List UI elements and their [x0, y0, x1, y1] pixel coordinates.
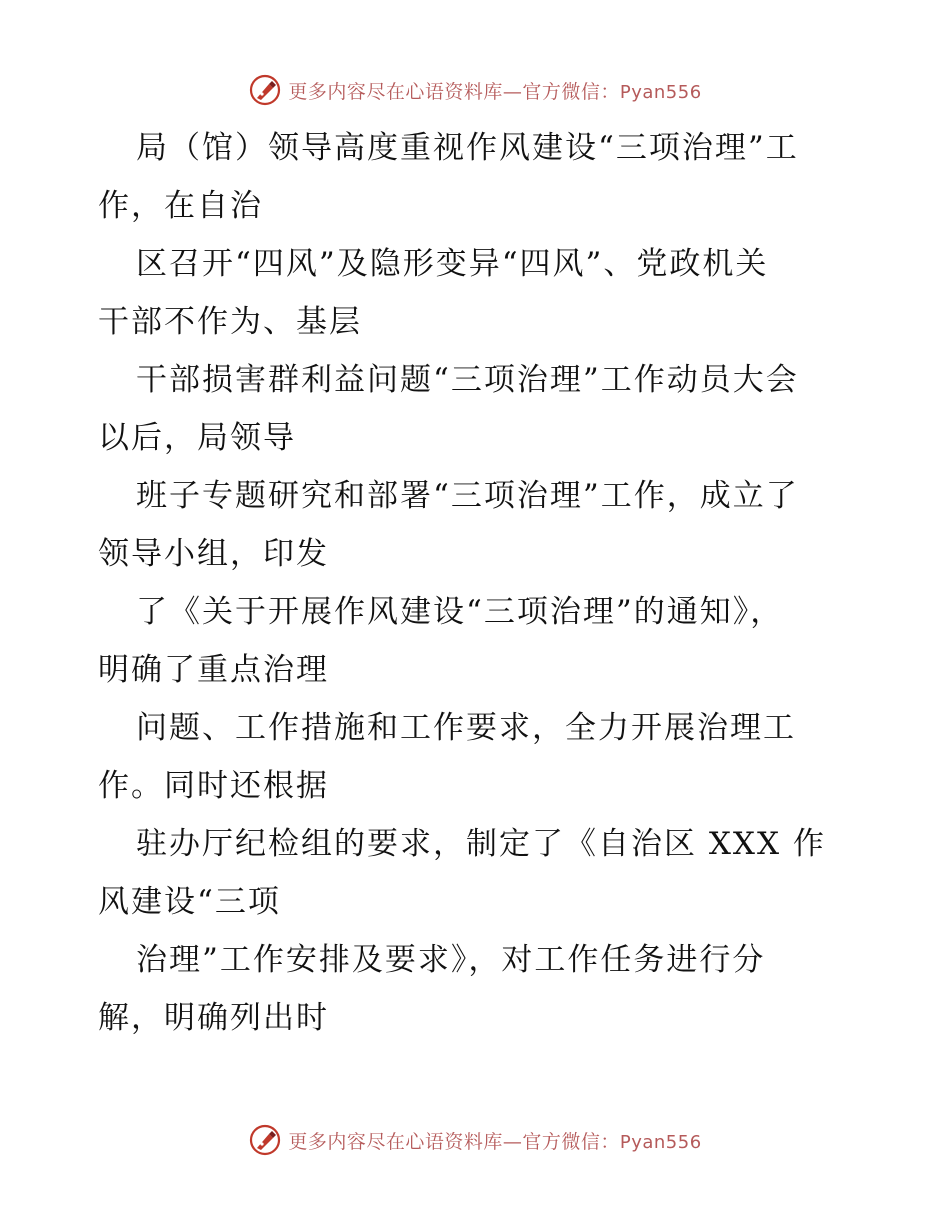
paragraph-line: 驻办厅纪检组的要求，制定了《自治区 XXX 作 — [136, 826, 826, 862]
watermark-text-cn: 更多内容尽在心语资料库—官方微信： — [288, 1130, 620, 1153]
watermark-text — [288, 77, 701, 104]
footer-watermark — [0, 1120, 950, 1160]
header-watermark — [0, 70, 950, 110]
paragraph-line: 问题、工作措施和工作要求，全力开展治理工 — [136, 710, 796, 746]
paragraph-line: 作。同时还根据 — [98, 768, 329, 804]
paragraph-line: 明确了重点治理 — [98, 652, 329, 688]
watermark-wechat-id: Pyan556 — [619, 1131, 702, 1153]
paragraph-line: 了《关于开展作风建设“三项治理”的通知》， — [136, 594, 784, 630]
watermark-wechat-id: Pyan556 — [619, 81, 702, 103]
body-text — [98, 119, 858, 1047]
watermark-text-cn: 更多内容尽在心语资料库—官方微信： — [288, 80, 620, 103]
pen-nib-logo-icon — [248, 73, 282, 107]
paragraph-line: 领导小组，印发 — [98, 536, 329, 572]
watermark-text — [288, 1127, 701, 1154]
paragraph-line: 解，明确列出时 — [98, 1000, 329, 1036]
paragraph-line: 区召开“四风”及隐形变异“四风”、党政机关 — [136, 246, 769, 282]
paragraph-line: 班子专题研究和部署“三项治理”工作，成立了 — [136, 478, 799, 514]
pen-nib-logo-icon — [248, 1123, 282, 1157]
paragraph-line: 干部损害群利益问题“三项治理”工作动员大会 — [136, 362, 799, 398]
paragraph-line: 干部不作为、基层 — [98, 304, 362, 340]
paragraph-line: 以后，局领导 — [98, 420, 296, 456]
paragraph-line: 风建设“三项 — [98, 884, 281, 920]
paragraph-line: 治理”工作安排及要求》，对工作任务进行分 — [136, 942, 766, 978]
paragraph-line: 局（馆）领导高度重视作风建设“三项治理”工 — [136, 130, 799, 166]
paragraph-line: 作，在自治 — [98, 188, 263, 224]
